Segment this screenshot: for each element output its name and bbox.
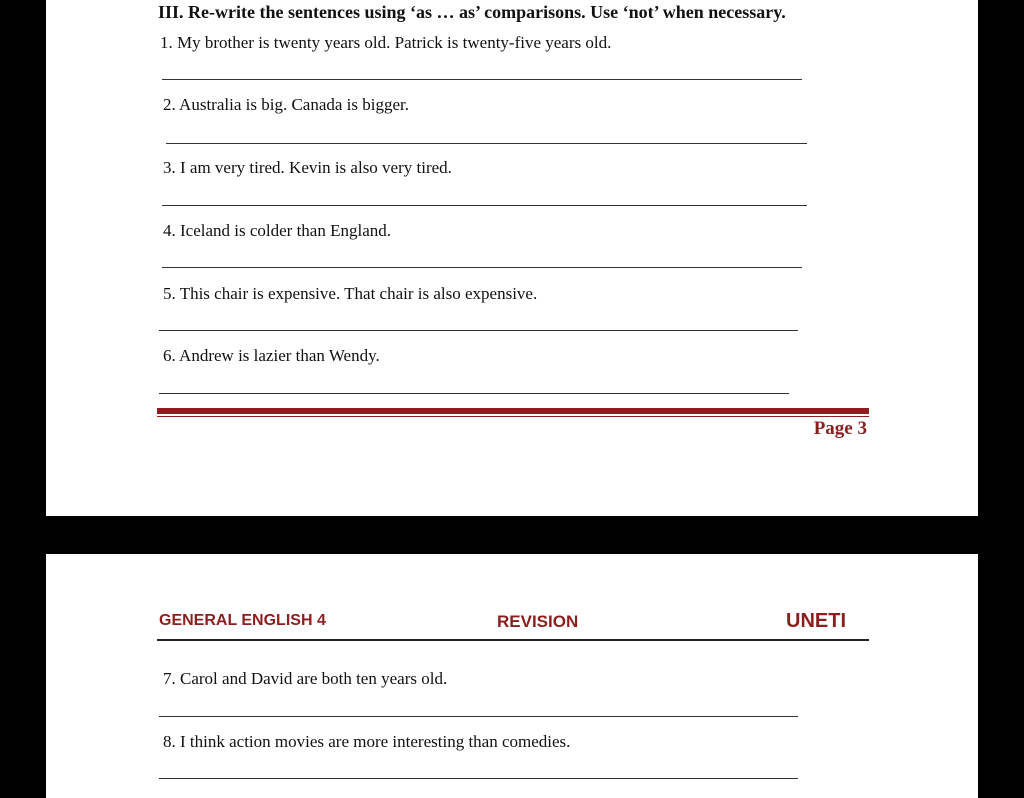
header-section: REVISION <box>497 612 579 631</box>
document-page-4 <box>46 554 978 798</box>
answer-line-7[interactable] <box>159 716 798 717</box>
question-5: 5. This chair is expensive. That chair is also expensive. <box>163 284 538 303</box>
header-institution: UNETI <box>786 610 846 632</box>
footer-divider <box>157 408 869 414</box>
header-course: GENERAL ENGLISH 4 <box>159 612 326 629</box>
answer-line-2[interactable] <box>166 143 807 144</box>
answer-line-3[interactable] <box>162 205 807 206</box>
document-page-3 <box>46 0 978 516</box>
answer-line-1[interactable] <box>162 79 802 80</box>
header-divider <box>157 639 869 641</box>
footer-divider-thin <box>157 416 869 417</box>
question-8: 8. I think action movies are more interesting than comedies. <box>163 732 571 751</box>
question-3: 3. I am very tired. Kevin is also very tired. <box>163 158 452 177</box>
answer-line-4[interactable] <box>162 267 802 268</box>
question-2: 2. Australia is big. Canada is bigger. <box>163 95 409 114</box>
question-7: 7. Carol and David are both ten years old. <box>163 669 448 688</box>
answer-line-8[interactable] <box>159 778 798 779</box>
exercise-heading: III. Re-write the sentences using ‘as … as’ comparisons. Use ‘not’ when necessary. <box>158 2 786 22</box>
answer-line-6[interactable] <box>159 393 789 394</box>
question-1: 1. My brother is twenty years old. Patrick is twenty-five years old. <box>160 33 612 52</box>
answer-line-5[interactable] <box>159 330 798 331</box>
question-6: 6. Andrew is lazier than Wendy. <box>163 346 380 365</box>
question-4: 4. Iceland is colder than England. <box>163 221 392 240</box>
page-number: Page 3 <box>813 418 867 439</box>
